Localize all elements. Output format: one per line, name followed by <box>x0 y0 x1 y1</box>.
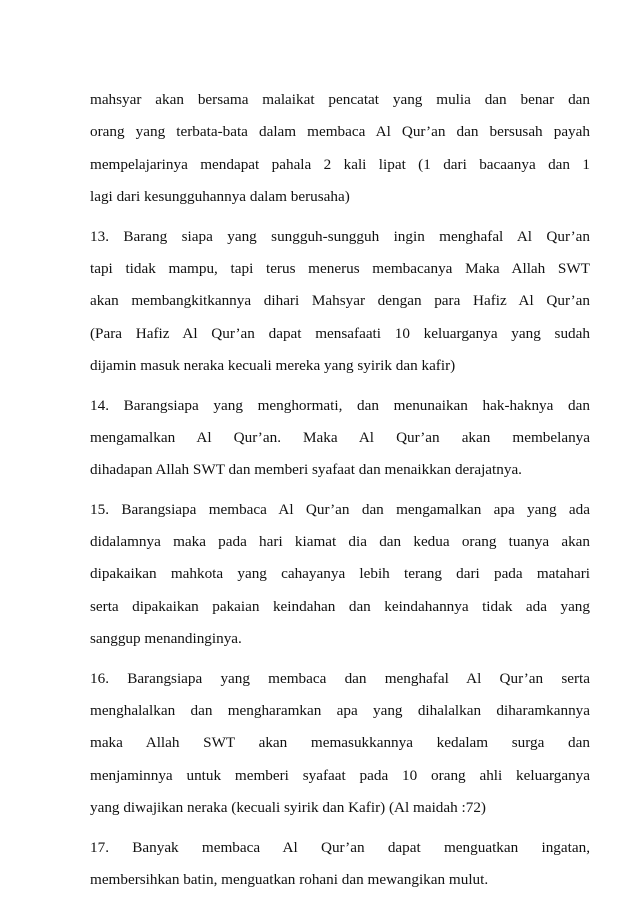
text-line: dipakaikan mahkota yang cahayanya lebih terang dari pada matahari <box>90 565 590 583</box>
text-line: orang yang terbata-bata dalam membaca Al Qur’an dan bersusah payah <box>90 123 590 141</box>
body-text <box>90 84 590 896</box>
text-line: 16. Barangsiapa yang membaca dan menghafal Al Qur’an serta <box>90 669 590 687</box>
text-line: sanggup menandinginya. <box>90 630 242 648</box>
text-line: membersihkan batin, menguatkan rohani dan mewangikan mulut. <box>90 870 489 888</box>
text-line: mengamalkan Al Qur’an. Maka Al Qur’an akan membelanya <box>90 428 590 446</box>
paragraph-intro <box>90 84 590 214</box>
text-line: dijamin masuk neraka kecuali mereka yang syirik dan kafir) <box>90 357 456 375</box>
text-line: tapi tidak mampu, tapi terus menerus membacanya Maka Allah SWT <box>90 259 590 277</box>
text-line: (Para Hafiz Al Qur’an dapat mensafaati 10 keluarganya yang sudah <box>90 324 590 342</box>
paragraph-item-15 <box>90 494 590 656</box>
text-line: menjaminnya untuk memberi syafaat pada 10 orang ahli keluarganya <box>90 766 590 784</box>
text-line: 17. Banyak membaca Al Qur’an dapat menguatkan ingatan, <box>90 838 590 856</box>
text-line: serta dipakaikan pakaian keindahan dan keindahannya tidak ada yang <box>90 597 590 615</box>
text-line: didalamnya maka pada hari kiamat dia dan kedua orang tuanya akan <box>90 533 590 551</box>
text-line: 15. Barangsiapa membaca Al Qur’an dan mengamalkan apa yang ada <box>90 500 590 518</box>
text-line: 14. Barangsiapa yang menghormati, dan menunaikan hak-haknya dan <box>90 396 590 414</box>
paragraph-item-17 <box>90 832 590 897</box>
text-line: menghalalkan dan mengharamkan apa yang dihalalkan diharamkannya <box>90 702 590 720</box>
paragraph-item-16 <box>90 663 590 825</box>
text-line: 13. Barang siapa yang sungguh-sungguh ingin menghafal Al Qur’an <box>90 227 590 245</box>
text-line: yang diwajikan neraka (kecuali syirik dan Kafir) (Al maidah :72) <box>90 799 486 817</box>
text-line: mahsyar akan bersama malaikat pencatat yang mulia dan benar dan <box>90 91 590 108</box>
paragraph-item-14 <box>90 390 590 487</box>
text-line: akan membangkitkannya dihari Mahsyar dengan para Hafiz Al Qur’an <box>90 292 590 310</box>
text-line: mempelajarinya mendapat pahala 2 kali lipat (1 dari bacaanya dan 1 <box>90 155 590 173</box>
text-line: maka Allah SWT akan memasukkannya kedalam surga dan <box>90 734 590 752</box>
text-line: lagi dari kesungguhannya dalam berusaha) <box>90 188 350 206</box>
paragraph-item-13 <box>90 221 590 383</box>
text-line: dihadapan Allah SWT dan memberi syafaat dan menaikkan derajatnya. <box>90 461 522 479</box>
